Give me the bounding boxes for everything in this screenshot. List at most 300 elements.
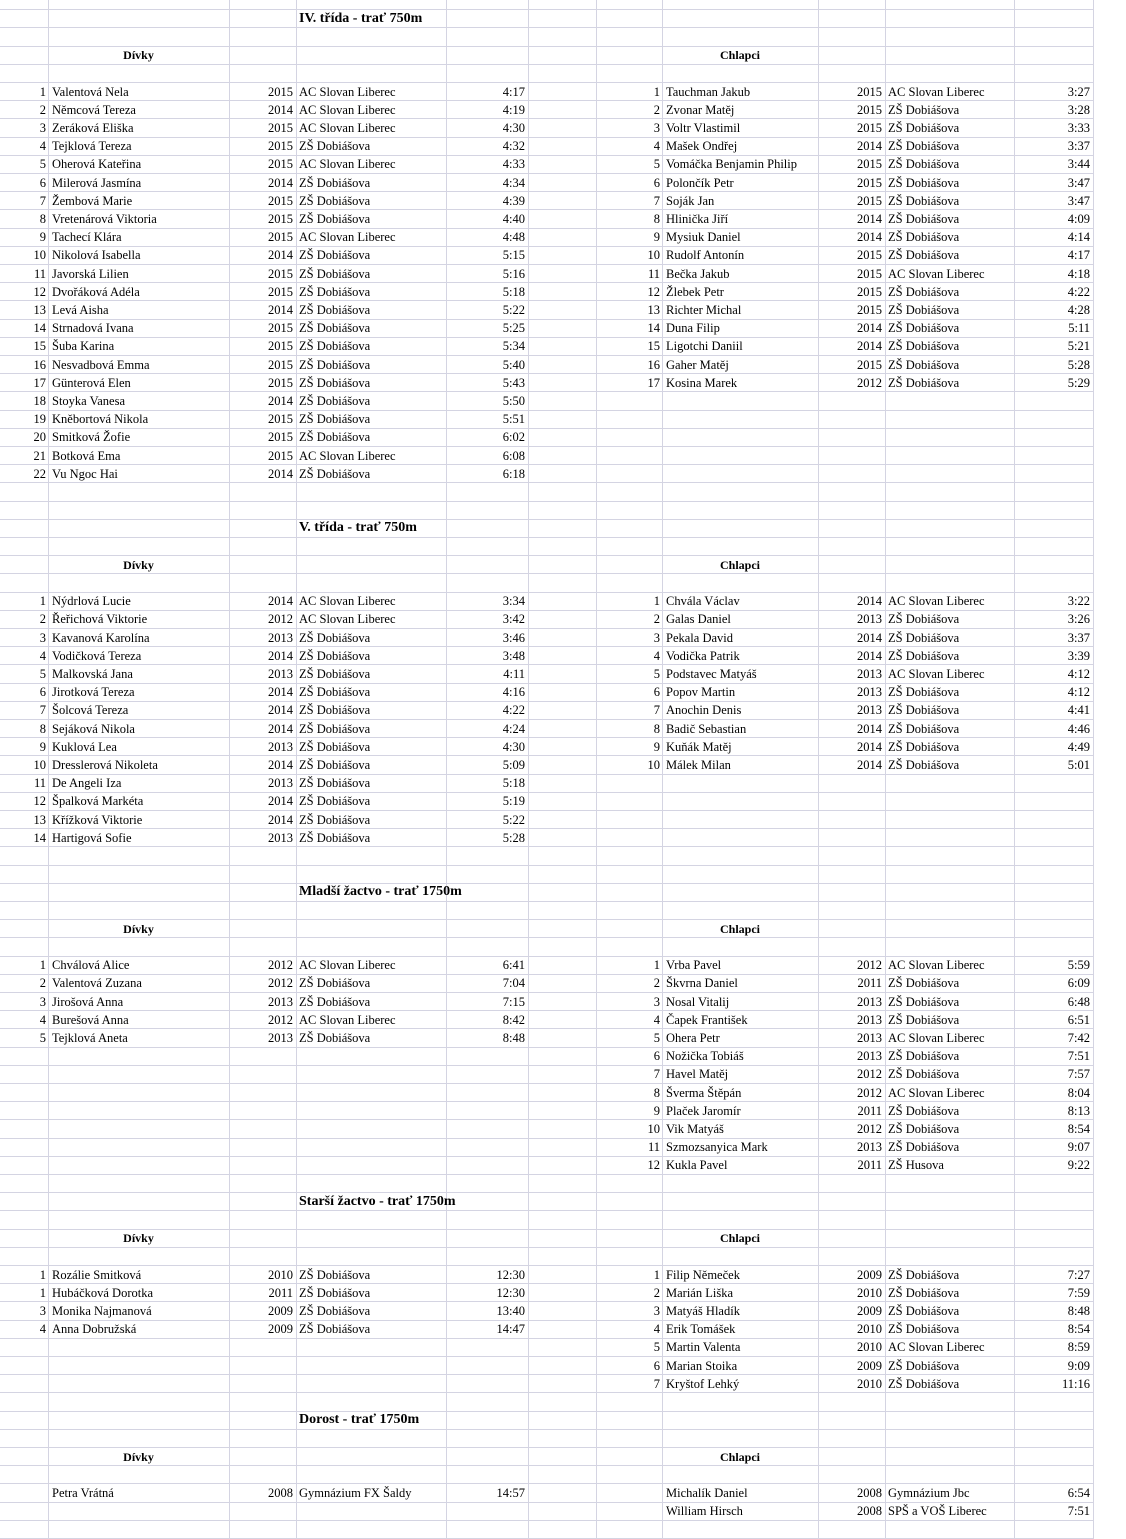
boys-club: ZŠ Dobiášova	[888, 175, 960, 190]
girls-name: Valentová Zuzana	[52, 976, 142, 991]
boys-rank: 3	[653, 630, 660, 645]
boys-time: 9:22	[1067, 1158, 1090, 1173]
boys-name: Popov Martin	[666, 685, 736, 700]
grid-row-line	[0, 501, 1094, 502]
girls-birth-year: 2015	[268, 157, 293, 172]
grid-row-line	[0, 865, 1094, 866]
girls-time: 4:32	[502, 139, 525, 154]
girls-header: Dívky	[123, 48, 154, 63]
boys-name: Žlebek Petr	[666, 284, 724, 299]
boys-birth-year: 2014	[857, 339, 882, 354]
girls-rank: 20	[33, 430, 46, 445]
girls-birth-year: 2008	[268, 1485, 293, 1500]
girls-name: Oherová Kateřina	[52, 157, 142, 172]
girls-name: Malkovská Jana	[52, 666, 133, 681]
boys-club: AC Slovan Liberec	[888, 958, 985, 973]
boys-time: 3:28	[1067, 102, 1090, 117]
boys-club: ZŠ Dobiášova	[888, 248, 960, 263]
boys-name: Voltr Vlastimil	[666, 120, 741, 135]
boys-club: ZŠ Dobiášova	[888, 157, 960, 172]
boys-club: ZŠ Dobiášova	[888, 321, 960, 336]
boys-club: SPŠ a VOŠ Liberec	[888, 1504, 987, 1519]
boys-rank: 5	[653, 1030, 660, 1045]
boys-club: ZŠ Dobiášova	[888, 302, 960, 317]
boys-name: Polončík Petr	[666, 175, 734, 190]
boys-rank: 1	[653, 1267, 660, 1282]
girls-name: Vretenárová Viktoria	[52, 211, 157, 226]
boys-rank: 6	[653, 175, 660, 190]
girls-name: Vodičková Tereza	[52, 648, 142, 663]
boys-rank: 3	[653, 994, 660, 1009]
boys-name: Matyáš Hladík	[666, 1303, 740, 1318]
girls-name: Šolcová Tereza	[52, 703, 129, 718]
section-title: V. třída - trať 750m	[299, 520, 417, 536]
girls-time: 4:30	[502, 120, 525, 135]
boys-time: 5:29	[1067, 375, 1090, 390]
girls-rank: 11	[33, 776, 46, 791]
boys-club: ZŠ Dobiášova	[888, 757, 960, 772]
boys-rank: 2	[653, 976, 660, 991]
boys-club: ZŠ Dobiášova	[888, 1376, 960, 1391]
girls-time: 5:28	[502, 830, 525, 845]
boys-club: ZŠ Dobiášova	[888, 193, 960, 208]
boys-time: 7:51	[1067, 1504, 1090, 1519]
girls-club: ZŠ Dobiášova	[299, 211, 371, 226]
boys-name: Plaček Jaromír	[666, 1103, 741, 1118]
girls-club: ZŠ Dobiášova	[299, 630, 371, 645]
girls-time: 4:24	[502, 721, 525, 736]
boys-club: ZŠ Dobiášova	[888, 994, 960, 1009]
girls-birth-year: 2015	[268, 230, 293, 245]
girls-club: ZŠ Dobiášova	[299, 976, 371, 991]
girls-rank: 6	[39, 685, 46, 700]
boys-name: Duna Filip	[666, 321, 720, 336]
boys-rank: 6	[653, 1358, 660, 1373]
girls-name: Němcová Tereza	[52, 102, 136, 117]
boys-time: 9:09	[1067, 1358, 1090, 1373]
girls-club: ZŠ Dobiášova	[299, 776, 371, 791]
girls-name: Anna Dobružská	[52, 1322, 137, 1337]
girls-club: ZŠ Dobiášova	[299, 266, 371, 281]
boys-rank: 9	[653, 230, 660, 245]
boys-club: ZŠ Dobiášova	[888, 284, 960, 299]
boys-club: ZŠ Dobiášova	[888, 1103, 960, 1118]
boys-name: Podstavec Matyáš	[666, 666, 757, 681]
boys-club: ZŠ Dobiášova	[888, 1267, 960, 1282]
girls-name: Chválová Alice	[52, 958, 130, 973]
girls-time: 4:39	[502, 193, 525, 208]
girls-rank: 4	[39, 1012, 46, 1027]
boys-club: ZŠ Dobiášova	[888, 1121, 960, 1136]
boys-club: ZŠ Dobiášova	[888, 102, 960, 117]
boys-club: AC Slovan Liberec	[888, 666, 985, 681]
boys-name: Tauchman Jakub	[666, 84, 751, 99]
boys-rank: 1	[653, 594, 660, 609]
boys-time: 5:28	[1067, 357, 1090, 372]
girls-birth-year: 2015	[268, 430, 293, 445]
boys-birth-year: 2015	[857, 157, 882, 172]
boys-birth-year: 2013	[857, 1030, 882, 1045]
boys-club: ZŠ Dobiášova	[888, 1285, 960, 1300]
girls-birth-year: 2015	[268, 193, 293, 208]
girls-birth-year: 2010	[268, 1267, 293, 1282]
girls-rank: 8	[39, 211, 46, 226]
girls-name: Strnadová Ivana	[52, 321, 134, 336]
girls-rank: 3	[39, 120, 46, 135]
girls-name: Botková Ema	[52, 448, 121, 463]
boys-name: Chvála Václav	[666, 594, 740, 609]
boys-birth-year: 2014	[857, 230, 882, 245]
girls-rank: 4	[39, 1322, 46, 1337]
girls-club: AC Slovan Liberec	[299, 958, 396, 973]
girls-birth-year: 2014	[268, 685, 293, 700]
boys-club: ZŠ Dobiášova	[888, 139, 960, 154]
boys-name: Vrba Pavel	[666, 958, 722, 973]
girls-club: ZŠ Dobiášova	[299, 193, 371, 208]
girls-name: Smitková Žofie	[52, 430, 131, 445]
girls-name: Řeřichová Viktorie	[52, 612, 148, 627]
boys-name: Mysiuk Daniel	[666, 230, 741, 245]
boys-club: ZŠ Dobiášova	[888, 1067, 960, 1082]
boys-time: 6:09	[1067, 976, 1090, 991]
girls-rank: 6	[39, 175, 46, 190]
girls-club: AC Slovan Liberec	[299, 594, 396, 609]
boys-club: ZŠ Dobiášova	[888, 339, 960, 354]
girls-name: Kavanová Karolína	[52, 630, 150, 645]
boys-birth-year: 2015	[857, 175, 882, 190]
girls-rank: 22	[33, 466, 46, 481]
girls-time: 13:40	[496, 1303, 525, 1318]
boys-rank: 5	[653, 1340, 660, 1355]
boys-birth-year: 2008	[857, 1504, 882, 1519]
girls-rank: 16	[33, 357, 46, 372]
boys-birth-year: 2013	[857, 1049, 882, 1064]
boys-birth-year: 2010	[857, 1340, 882, 1355]
section-title: Mladší žactvo - trať 1750m	[299, 884, 462, 900]
girls-time: 4:34	[502, 175, 525, 190]
girls-name: Jirotková Tereza	[52, 685, 135, 700]
boys-name: Čapek František	[666, 1012, 748, 1027]
girls-name: Dresslerová Nikoleta	[52, 757, 158, 772]
boys-club: ZŠ Dobiášova	[888, 357, 960, 372]
girls-name: Špalková Markéta	[52, 794, 144, 809]
girls-rank: 1	[39, 594, 46, 609]
boys-time: 6:48	[1067, 994, 1090, 1009]
boys-club: ZŠ Dobiášova	[888, 230, 960, 245]
boys-club: AC Slovan Liberec	[888, 266, 985, 281]
girls-birth-year: 2013	[268, 830, 293, 845]
boys-club: AC Slovan Liberec	[888, 1085, 985, 1100]
boys-birth-year: 2014	[857, 739, 882, 754]
girls-club: ZŠ Dobiášova	[299, 357, 371, 372]
girls-time: 4:19	[502, 102, 525, 117]
girls-rank: 11	[33, 266, 46, 281]
boys-time: 4:14	[1067, 230, 1090, 245]
boys-time: 3:47	[1067, 175, 1090, 190]
girls-birth-year: 2013	[268, 630, 293, 645]
girls-time: 5:34	[502, 339, 525, 354]
boys-time: 4:09	[1067, 211, 1090, 226]
girls-club: ZŠ Dobiášova	[299, 321, 371, 336]
girls-club: ZŠ Dobiášova	[299, 794, 371, 809]
girls-name: Nýdrlová Lucie	[52, 594, 131, 609]
girls-time: 5:15	[502, 248, 525, 263]
boys-name: Nosal Vitalij	[666, 994, 730, 1009]
boys-rank: 17	[647, 375, 660, 390]
boys-birth-year: 2012	[857, 958, 882, 973]
boys-birth-year: 2015	[857, 193, 882, 208]
girls-birth-year: 2015	[268, 120, 293, 135]
boys-club: ZŠ Dobiášova	[888, 1012, 960, 1027]
girls-club: ZŠ Dobiášova	[299, 994, 371, 1009]
girls-club: ZŠ Dobiášova	[299, 302, 371, 317]
girls-header: Dívky	[123, 921, 154, 936]
boys-club: ZŠ Dobiášova	[888, 721, 960, 736]
boys-name: Pekala David	[666, 630, 733, 645]
girls-birth-year: 2009	[268, 1322, 293, 1337]
boys-club: AC Slovan Liberec	[888, 1340, 985, 1355]
boys-birth-year: 2008	[857, 1485, 882, 1500]
boys-time: 4:28	[1067, 302, 1090, 317]
girls-time: 7:04	[502, 976, 525, 991]
boys-birth-year: 2015	[857, 84, 882, 99]
boys-birth-year: 2014	[857, 721, 882, 736]
boys-rank: 5	[653, 666, 660, 681]
girls-club: ZŠ Dobiášova	[299, 830, 371, 845]
girls-birth-year: 2014	[268, 102, 293, 117]
boys-header: Chlapci	[719, 48, 760, 63]
boys-rank: 10	[647, 248, 660, 263]
girls-name: Tejklová Tereza	[52, 139, 132, 154]
girls-club: ZŠ Dobiášova	[299, 721, 371, 736]
boys-name: Ligotchi Daniil	[666, 339, 743, 354]
girls-rank: 4	[39, 648, 46, 663]
girls-time: 6:02	[502, 430, 525, 445]
boys-rank: 3	[653, 120, 660, 135]
boys-rank: 4	[653, 139, 660, 154]
boys-time: 3:47	[1067, 193, 1090, 208]
boys-rank: 8	[653, 721, 660, 736]
girls-rank: 17	[33, 375, 46, 390]
girls-club: ZŠ Dobiášova	[299, 393, 371, 408]
boys-club: ZŠ Dobiášova	[888, 685, 960, 700]
girls-name: Kuklová Lea	[52, 739, 117, 754]
boys-club: ZŠ Dobiášova	[888, 1303, 960, 1318]
girls-header: Dívky	[123, 1449, 154, 1464]
boys-rank: 1	[653, 958, 660, 973]
girls-name: Rozálie Smitková	[52, 1267, 142, 1282]
boys-rank	[596, 1502, 660, 1520]
boys-rank: 2	[653, 102, 660, 117]
girls-time: 4:40	[502, 211, 525, 226]
girls-time: 3:48	[502, 648, 525, 663]
girls-rank: 5	[39, 1030, 46, 1045]
girls-club: ZŠ Dobiášova	[299, 1285, 371, 1300]
boys-time: 5:59	[1067, 958, 1090, 973]
boys-birth-year: 2014	[857, 139, 882, 154]
girls-birth-year: 2015	[268, 284, 293, 299]
boys-time: 6:54	[1067, 1485, 1090, 1500]
girls-name: Vu Ngoc Hai	[52, 466, 118, 481]
boys-birth-year: 2012	[857, 1085, 882, 1100]
girls-rank: 10	[33, 248, 46, 263]
boys-rank: 9	[653, 739, 660, 754]
girls-club: ZŠ Dobiášova	[299, 648, 371, 663]
boys-time: 11:16	[1061, 1376, 1090, 1391]
boys-rank: 10	[647, 1121, 660, 1136]
boys-club: ZŠ Dobiášova	[888, 630, 960, 645]
boys-time: 3:22	[1067, 594, 1090, 609]
girls-club: AC Slovan Liberec	[299, 448, 396, 463]
girls-birth-year: 2012	[268, 958, 293, 973]
boys-name: Bečka Jakub	[666, 266, 730, 281]
boys-birth-year: 2009	[857, 1267, 882, 1282]
boys-name: Málek Milan	[666, 757, 731, 772]
girls-time: 12:30	[496, 1285, 525, 1300]
girls-club: ZŠ Dobiášova	[299, 739, 371, 754]
boys-header: Chlapci	[719, 557, 760, 572]
boys-club: AC Slovan Liberec	[888, 1030, 985, 1045]
boys-time: 3:37	[1067, 630, 1090, 645]
girls-birth-year: 2015	[268, 139, 293, 154]
girls-birth-year: 2009	[268, 1303, 293, 1318]
girls-birth-year: 2015	[268, 375, 293, 390]
girls-birth-year: 2014	[268, 248, 293, 263]
girls-time: 8:42	[502, 1012, 525, 1027]
boys-time: 3:26	[1067, 612, 1090, 627]
girls-birth-year: 2013	[268, 666, 293, 681]
girls-birth-year: 2015	[268, 339, 293, 354]
girls-time: 6:41	[502, 958, 525, 973]
boys-name: Michalík Daniel	[666, 1485, 748, 1500]
boys-rank: 7	[653, 1376, 660, 1391]
boys-rank: 7	[653, 193, 660, 208]
boys-rank: 7	[653, 1067, 660, 1082]
girls-time: 5:40	[502, 357, 525, 372]
girls-time: 5:16	[502, 266, 525, 281]
boys-rank: 11	[647, 1140, 660, 1155]
boys-name: Kryštof Lehký	[666, 1376, 740, 1391]
boys-rank: 16	[647, 357, 660, 372]
boys-birth-year: 2015	[857, 120, 882, 135]
girls-birth-year: 2014	[268, 812, 293, 827]
girls-name: Zeráková Eliška	[52, 120, 134, 135]
girls-time: 12:30	[496, 1267, 525, 1282]
girls-rank: 21	[33, 448, 46, 463]
boys-rank	[596, 1484, 660, 1502]
boys-birth-year: 2011	[857, 1103, 882, 1118]
girls-name: Levá Aisha	[52, 302, 109, 317]
girls-time: 4:48	[502, 230, 525, 245]
girls-time: 5:18	[502, 284, 525, 299]
girls-birth-year: 2014	[268, 175, 293, 190]
girls-time: 4:17	[502, 84, 525, 99]
girls-birth-year: 2014	[268, 703, 293, 718]
boys-name: Vik Matyáš	[666, 1121, 724, 1136]
boys-time: 4:22	[1067, 284, 1090, 299]
girls-birth-year: 2013	[268, 739, 293, 754]
boys-rank: 4	[653, 648, 660, 663]
boys-name: Mašek Ondřej	[666, 139, 738, 154]
boys-rank: 13	[647, 302, 660, 317]
boys-birth-year: 2013	[857, 703, 882, 718]
girls-club: AC Slovan Liberec	[299, 230, 396, 245]
boys-time: 3:37	[1067, 139, 1090, 154]
boys-rank: 1	[653, 84, 660, 99]
girls-rank: 18	[33, 393, 46, 408]
girls-rank: 15	[33, 339, 46, 354]
girls-club: AC Slovan Liberec	[299, 1012, 396, 1027]
girls-rank: 14	[33, 830, 46, 845]
girls-birth-year: 2012	[268, 612, 293, 627]
girls-time: 5:22	[502, 812, 525, 827]
boys-birth-year: 2015	[857, 102, 882, 117]
girls-birth-year: 2015	[268, 266, 293, 281]
girls-time: 5:51	[502, 412, 525, 427]
boys-rank: 8	[653, 1085, 660, 1100]
boys-time: 8:48	[1067, 1303, 1090, 1318]
boys-name: Soják Jan	[666, 193, 715, 208]
girls-name: Křížková Viktorie	[52, 812, 143, 827]
boys-club: ZŠ Dobiášova	[888, 703, 960, 718]
girls-name: Milerová Jasmína	[52, 175, 142, 190]
girls-rank: 5	[39, 157, 46, 172]
girls-club: ZŠ Dobiášova	[299, 339, 371, 354]
girls-birth-year: 2014	[268, 794, 293, 809]
boys-time: 9:07	[1067, 1140, 1090, 1155]
boys-name: Nožička Tobiáš	[666, 1049, 744, 1064]
girls-club: ZŠ Dobiášova	[299, 430, 371, 445]
girls-club: ZŠ Dobiášova	[299, 685, 371, 700]
boys-name: Kuňák Matěj	[666, 739, 732, 754]
boys-time: 8:04	[1067, 1085, 1090, 1100]
boys-name: Vomáčka Benjamin Philip	[666, 157, 798, 172]
boys-time: 6:51	[1067, 1012, 1090, 1027]
boys-birth-year: 2010	[857, 1285, 882, 1300]
boys-time: 8:54	[1067, 1121, 1090, 1136]
boys-name: Havel Matěj	[666, 1067, 729, 1082]
girls-name: Günterová Elen	[52, 375, 131, 390]
girls-name: Jirošová Anna	[52, 994, 124, 1009]
girls-club: ZŠ Dobiášova	[299, 175, 371, 190]
girls-birth-year: 2015	[268, 412, 293, 427]
girls-name: Burešová Anna	[52, 1012, 129, 1027]
girls-name: Javorská Lilien	[52, 266, 129, 281]
girls-time: 5:18	[502, 776, 525, 791]
girls-rank: 5	[39, 666, 46, 681]
boys-name: Šverma Štěpán	[666, 1085, 742, 1100]
boys-time: 7:27	[1067, 1267, 1090, 1282]
girls-club: ZŠ Dobiášova	[299, 703, 371, 718]
boys-time: 8:59	[1067, 1340, 1090, 1355]
boys-name: Erik Tomášek	[666, 1322, 736, 1337]
boys-rank: 8	[653, 211, 660, 226]
boys-club: ZŠ Dobiášova	[888, 1049, 960, 1064]
girls-birth-year: 2014	[268, 393, 293, 408]
girls-birth-year: 2011	[268, 1285, 293, 1300]
girls-rank: 9	[39, 230, 46, 245]
girls-time: 8:48	[502, 1030, 525, 1045]
girls-name: De Angeli Iza	[52, 776, 122, 791]
girls-rank: 13	[33, 302, 46, 317]
girls-club: ZŠ Dobiášova	[299, 466, 371, 481]
boys-time: 4:12	[1067, 666, 1090, 681]
girls-rank: 7	[39, 703, 46, 718]
girls-club: ZŠ Dobiášova	[299, 812, 371, 827]
girls-birth-year: 2014	[268, 757, 293, 772]
girls-name: Nikolová Isabella	[52, 248, 141, 263]
girls-club: Gymnázium FX Šaldy	[299, 1485, 412, 1500]
